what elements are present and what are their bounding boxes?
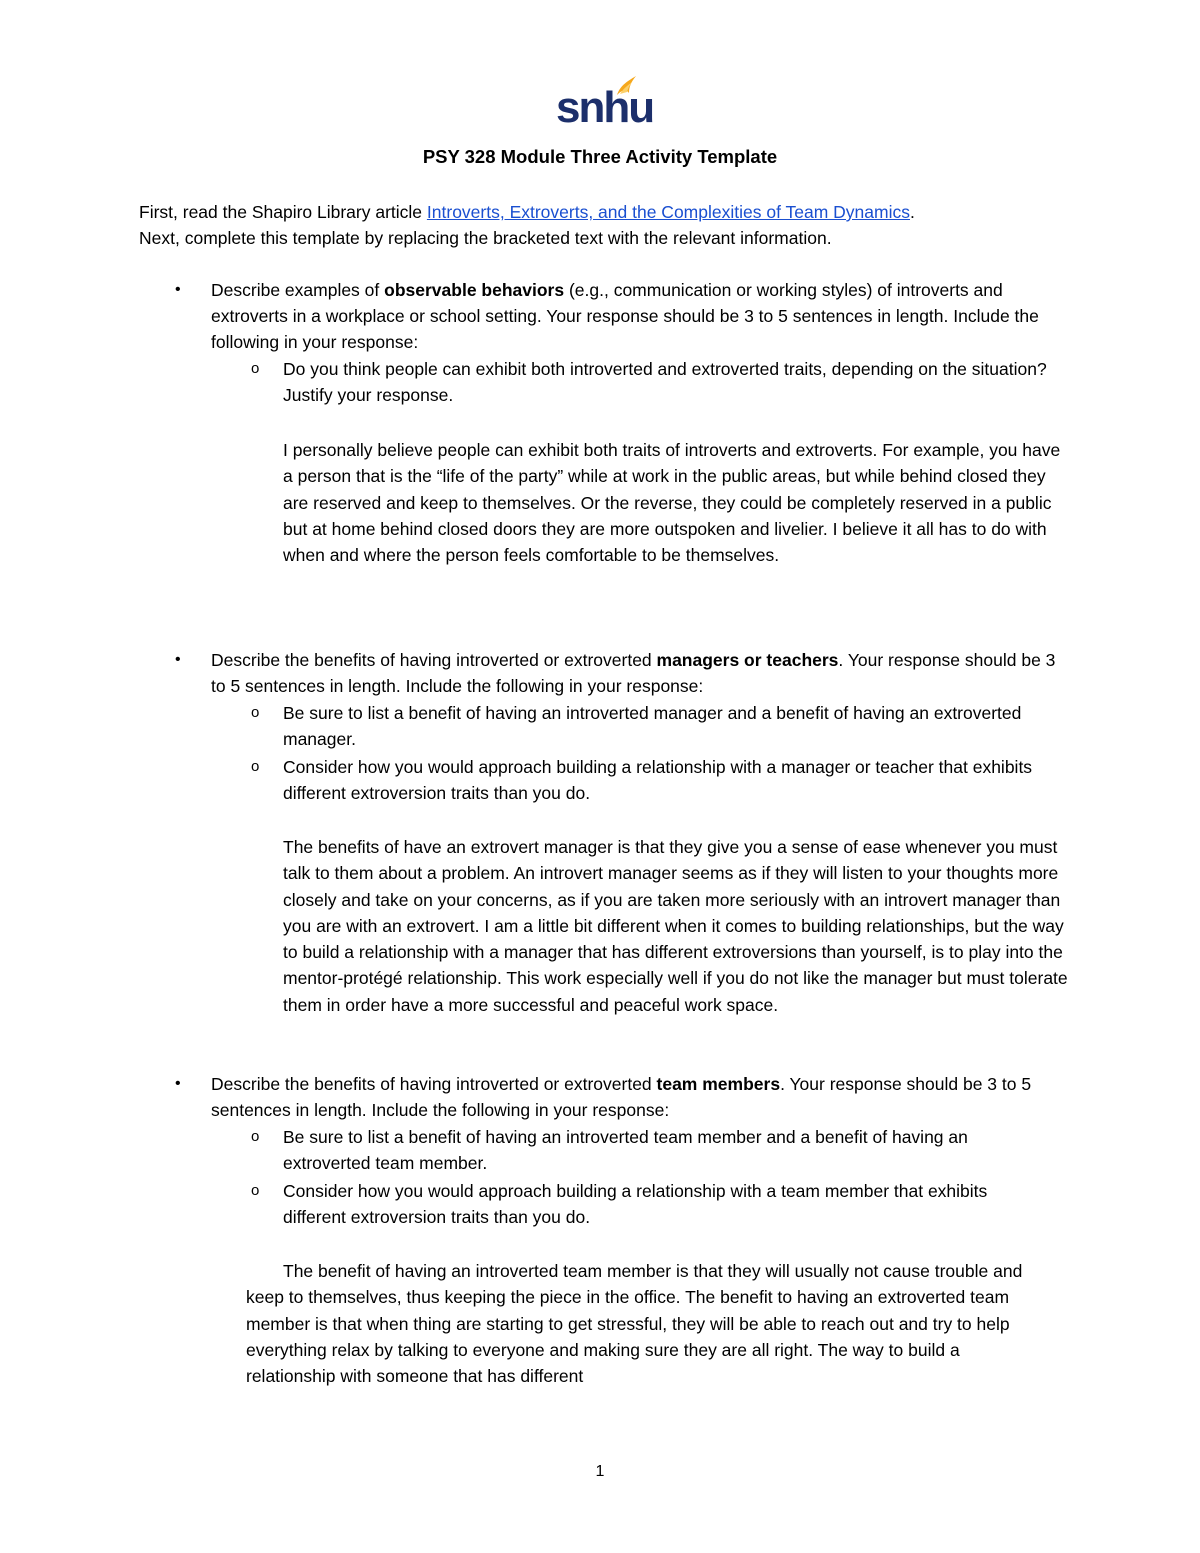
sub-bullet-icon: o bbox=[251, 360, 260, 377]
sub-bullet-icon: o bbox=[251, 758, 260, 775]
section-1-prompt: Describe examples of observable behaviors (e.g., communication or working styles) of introverts and extroverts in a workplace or school setting. Your response should be 3 to 5 sentences in length. Include the following in your response: bbox=[211, 280, 1039, 352]
intro-line-2: Next, complete this template by replacing the bracketed text with the relevant information. bbox=[139, 228, 832, 248]
intro-paragraph bbox=[139, 199, 915, 251]
page-number: 1 bbox=[595, 1463, 605, 1480]
sub-bullet-icon: o bbox=[251, 1128, 260, 1145]
bullet-icon: • bbox=[175, 281, 181, 298]
article-link[interactable]: Introverts, Extroverts, and the Complexities of Team Dynamics bbox=[426, 202, 910, 222]
snhu-logo bbox=[556, 74, 654, 132]
document-page: snhu PSY 328 Module Three Activity Template First, read the Shapiro Library article Introverts, Extroverts, and the Complexities of Team Dynamics. Next, complete this template by replacing the bracketed text with the relevant information. • Describe examples of observable behaviors (e.g., communication or working styles) of introverts and extroverts in a workplace or school setting. Your response should be 3 to 5 sentences in length. Include the following in your response: o Do you think people can exhibit both introverted and extroverted traits, depending on the situation? Justify your response. I personally believe people can exhibit both traits of introverts and extroverts. For example, you have a person that is the “life of the party” while at work in the public areas, but while behind closed they are reserved and keep to themselves. Or the reverse, they could be completely reserved in a public but at home behind closed doors they are more outspoken and livelier. I believe it all has to do with when and where the person feels comfortable to be themselves. • Describe the benefits of having introverted or extroverted managers or teachers. Your response should be 3 to 5 sentences in length. Include the following in your response: o Be sure to list a benefit of having an introverted manager and a benefit of having an extroverted manager. o Consider how you would approach building a relationship with a manager or teacher that exhibits different extroversion traits than you do. The benefits of have an extrovert manager is that they give you a sense of ease whenever you must talk to them about a problem. An introvert manager seems as if they will listen to your thoughts more closely and take on your concerns, as if you are taken more seriously with an introvert manager than you are with an extrovert. I am a little bit different when it comes to building relationships, but the way to build a relationship with a manager that has different extroversions than yourself, is to play into the mentor-protégé relationship. This work especially well if you do not like the manager but must tolerate them in order have a more successful and peaceful work space. • Describe the benefits of having introverted or extroverted team members. Your response should be 3 to 5 sentences in length. Include the following in your response: o Be sure to list a benefit of having an introverted team member and a benefit of having an extroverted team member. o Consider how you would approach building a relationship with a team member that exhibits different extroversion traits than you do. The benefit of having an introverted team member is that they will usually not cause trouble and keep to themselves, thus keeping the piece in the office. The benefit to having an extroverted team member is that when thing are starting to get stressful, they will be able to reach out and try to help everything relax by talking to everyone and making sure they are all right. The way to build a relationship with someone that has different 1 bbox=[0, 0, 1200, 1553]
section-1-answer: I personally believe people can exhibit both traits of introverts and extroverts. For example, you have a person that is the “life of the party” while at work in the public areas, but while behind closed they are reserved and keep to themselves. Or the reverse, they could be completely reserved in a public but at home behind closed doors they are more outspoken and livelier. I believe it all has to do with when and where the person feels comfortable to be themselves. bbox=[283, 440, 1061, 566]
bullet-icon: • bbox=[175, 1075, 181, 1092]
section-2-answer: The benefits of have an extrovert manager is that they give you a sense of ease whenever you must talk to them about a problem. An introvert manager seems as if they will listen to your thoughts more closely and take on your concerns, as if you are taken more seriously with an introvert manager than you are with an extrovert. I am a little bit different when it comes to building relationships, but the way to build a relationship with a manager that has different extroversions than yourself, is to play into the mentor-protégé relationship. This work especially well if you do not like the manager but must tolerate them in order have a more successful and peaceful work space. bbox=[283, 837, 1068, 1015]
logo-wordmark: snhu bbox=[556, 83, 654, 132]
section-2-prompt: Describe the benefits of having introverted or extroverted managers or teachers. Your response should be 3 to 5 sentences in length. Include the following in your response: bbox=[211, 650, 1056, 696]
intro-line-1: First, read the Shapiro Library article Introverts, Extroverts, and the Complexities of Team Dynamics. bbox=[139, 202, 915, 222]
page-title: PSY 328 Module Three Activity Template bbox=[422, 146, 778, 167]
section-3-answer: The benefit of having an introverted team member is that they will usually not cause trouble and keep to themselves, thus keeping the piece in the office. The benefit to having an extroverted team member is that when thing are starting to get stressful, they will be able to reach out and try to help everything relax by talking to everyone and making sure they are all right. The way to build a relationship with someone that has different bbox=[246, 1261, 1023, 1387]
sub-bullet-icon: o bbox=[251, 1182, 260, 1199]
bullet-icon: • bbox=[175, 651, 181, 668]
section-3-prompt: Describe the benefits of having introverted or extroverted team members. Your response should be 3 to 5 sentences in length. Include the following in your response: bbox=[211, 1074, 1032, 1120]
sub-bullet-icon: o bbox=[251, 704, 260, 721]
